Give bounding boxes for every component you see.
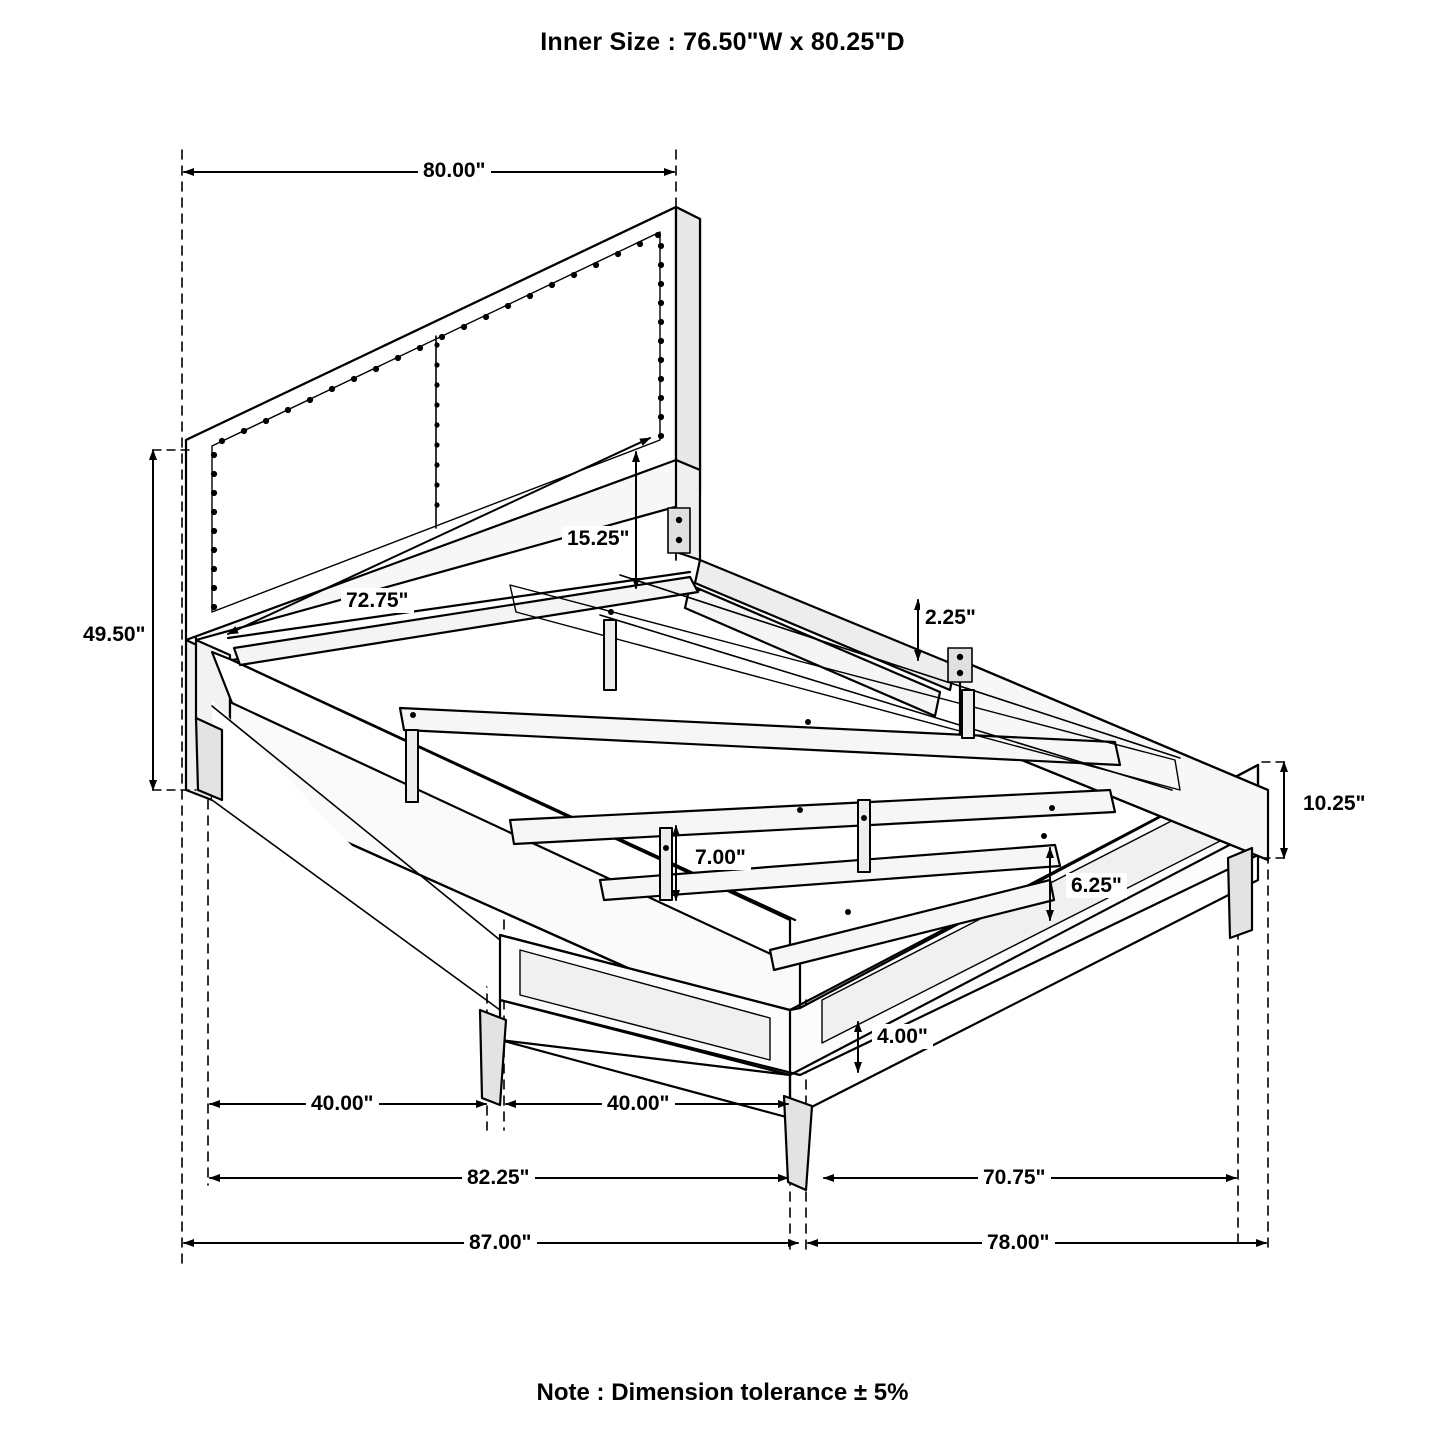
dim-slat-height: 7.00": [690, 845, 751, 870]
dim-footboard-width: 70.75": [978, 1165, 1051, 1190]
tolerance-note: Note : Dimension tolerance ± 5%: [536, 1379, 909, 1406]
dim-inner-length: 82.25": [462, 1165, 535, 1190]
dim-headboard-clearance: 15.25": [562, 526, 635, 551]
dim-rail-thickness: 2.25": [920, 605, 981, 630]
dim-leg-height: 4.00": [872, 1024, 933, 1049]
dim-overall-width-top: 80.00": [418, 158, 491, 183]
dim-right-span: 40.00": [602, 1091, 675, 1116]
dim-overall-length: 87.00": [464, 1230, 537, 1255]
dim-overall-depth: 78.00": [982, 1230, 1055, 1255]
dim-footboard-panel: 6.25": [1066, 873, 1127, 898]
dim-headboard-height: 49.50": [78, 622, 151, 647]
dim-left-span: 40.00": [306, 1091, 379, 1116]
page-title: Inner Size : 76.50"W x 80.25"D: [540, 28, 905, 56]
dim-headboard-inner-width: 72.75": [341, 588, 414, 613]
dim-footboard-height: 10.25": [1298, 791, 1371, 816]
